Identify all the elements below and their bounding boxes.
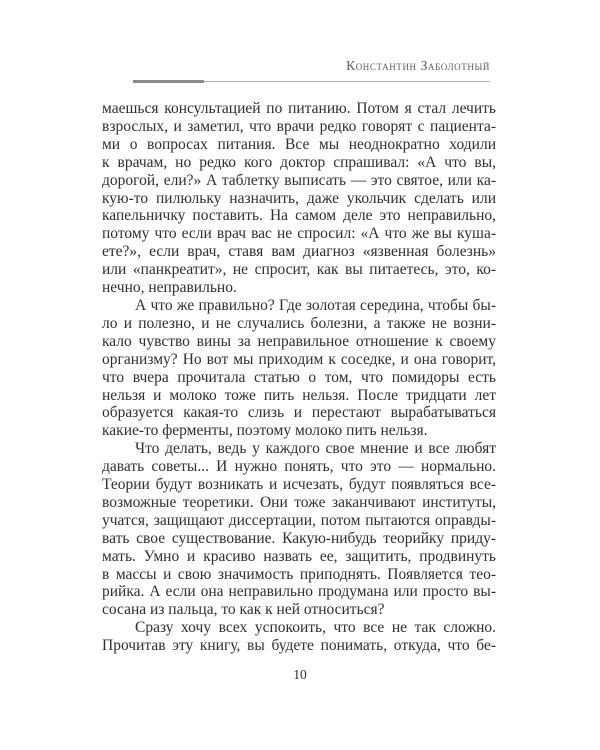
body-line: кую-то пилюльку назначить, даже укольчик сделать или	[102, 189, 496, 207]
header-rule-thick-segment	[133, 80, 204, 83]
body-line: к врачам, но редко кого доктор спрашивал: «А что вы,	[102, 153, 496, 171]
body-line: мать. Умно и красиво назвать ее, защитить, продвинуть	[102, 547, 496, 565]
body-line: А что же правильно? Где золотая середина, чтобы бы-	[135, 296, 496, 314]
body-line: потому что если врач вас не спросил: «А что же вы куша-	[102, 225, 496, 243]
body-line: нечно, неправильно.	[102, 279, 237, 297]
body-line: взрослых, и заметил, что врачи редко говорят с пациента-	[102, 117, 496, 135]
body-line: Что делать, ведь у каждого свое мнение и все любят	[135, 440, 496, 458]
body-line: образуется какая-то слизь и перестают вырабатываться	[102, 404, 496, 422]
body-line: какие-то ферменты, поэтому молоко пить нельзя.	[102, 422, 428, 440]
body-line: Прочитав эту книгу, вы будете понимать, откуда, что бе-	[102, 637, 496, 655]
body-line: ло и полезно, и не случались болезни, а также не возни-	[102, 314, 496, 332]
body-line: кало чувство вины за неправильное отношение к своему	[102, 332, 496, 350]
body-line: дорогой, ели?» А таблетку выписать — это святое, или ка-	[102, 171, 496, 189]
body-line: ете?», если врач, ставя вам диагноз «язвенная болезнь»	[102, 243, 496, 261]
body-line: Теории будут возникать и исчезать, будут появляться все-	[102, 476, 496, 494]
body-line: в массы и свою значимость приподнять. Появляется тео-	[102, 565, 496, 583]
body-line: давать советы... И нужно понять, что это — нормально.	[102, 458, 496, 476]
body-line: вать свое существование. Какую-нибудь теорийку приду-	[102, 529, 496, 547]
body-line: или «панкреатит», не спросит, как вы питаетесь, это, ко-	[102, 261, 496, 279]
running-header-author: Константин Заболотный	[346, 58, 490, 73]
body-line: что вчера прочитала статью о том, что помидоры есть	[102, 368, 496, 386]
body-line: Сразу хочу всех успокоить, что все не так сложно.	[135, 619, 496, 637]
body-line: учатся, защищают диссертации, потом пытаются оправды-	[102, 511, 496, 529]
body-line: маешься консультацией по питанию. Потом я стал лечить	[102, 100, 496, 117]
body-line: нельзя и молоко тоже пить нельзя. После тридцати лет	[102, 386, 496, 404]
body-line: ми о вопросах питания. Все мы неоднократно ходили	[102, 135, 496, 153]
header-rule-thin-segment	[204, 81, 490, 82]
body-line: возможные теоретики. Они тоже заканчивают институты,	[102, 493, 496, 511]
page-number: 10	[293, 667, 307, 682]
body-line: капельничку поставить. На самом деле это неправильно,	[102, 207, 496, 225]
body-line: организму? Но вот мы приходим к соседке, и она говорит,	[102, 350, 496, 368]
body-line: сосана из пальца, то как к ней относиться?	[102, 601, 385, 619]
body-text	[102, 100, 496, 655]
body-line: рийка. А если она неправильно продумана или просто вы-	[102, 583, 496, 601]
